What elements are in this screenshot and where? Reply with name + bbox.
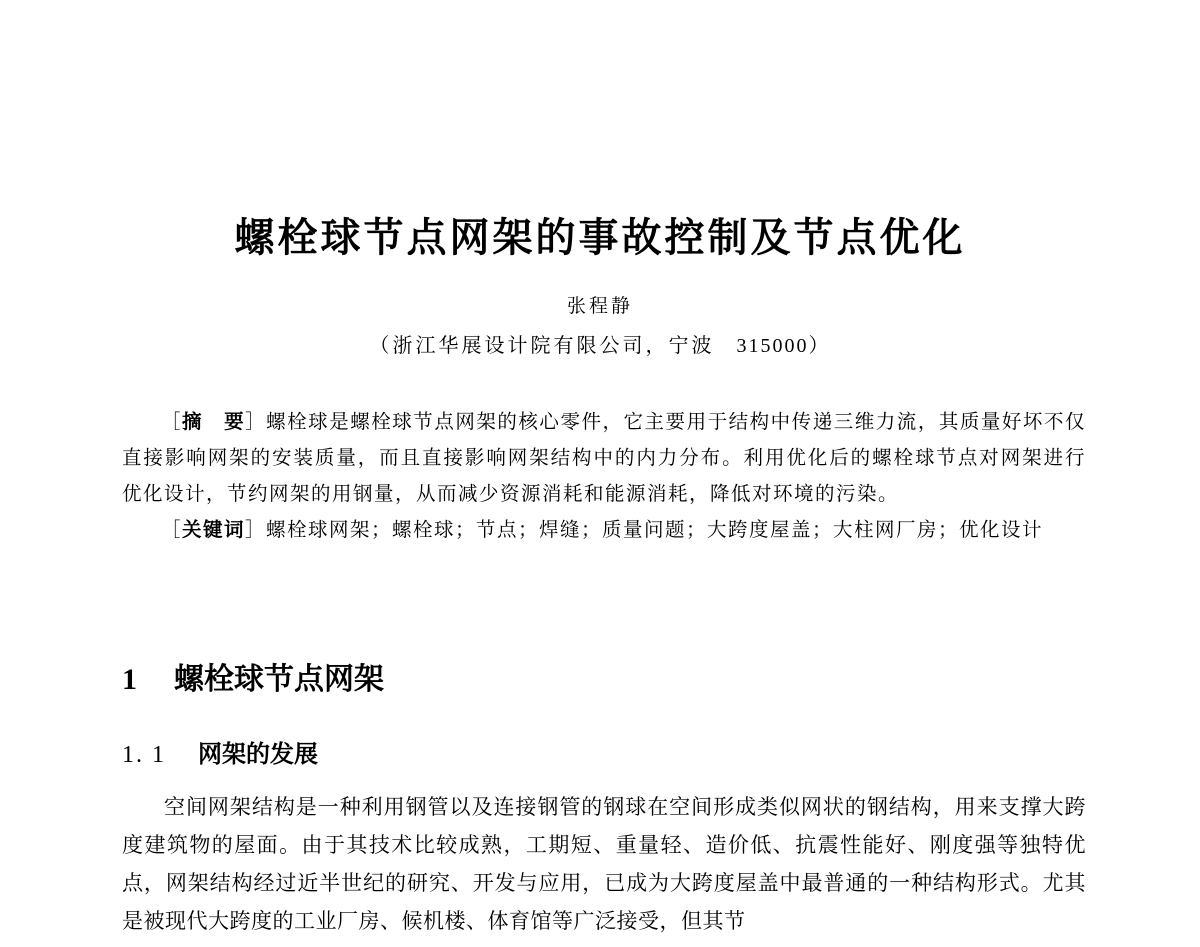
subsection-number: 1. 1 [122, 742, 166, 768]
subsection-title: 网架的发展 [198, 739, 318, 768]
keywords-label: 关键词 [182, 518, 246, 541]
keywords-label-open: ［ [161, 518, 183, 541]
section-title: 螺栓球节点网架 [174, 662, 384, 697]
body-paragraph: 空间网架结构是一种利用钢管以及连接钢管的钢球在空间形成类似网状的钢结构，用来支撑大跨度建筑物的屋面。由于其技术比较成熟，工期短、重量轻、造价低、抗震性能好、刚度强等独特优点，网架结构经过近半世纪的研究、开发与应用，已成为大跨度屋盖中最普通的一种结构形式。尤其是被现代大跨度的工业厂房、候机楼、体育馆等广泛接受，但其节 [122, 795, 1086, 933]
abstract-paragraph [122, 404, 1086, 512]
section-number: 1 [122, 663, 137, 696]
abstract-text: 螺栓球是螺栓球节点网架的核心零件，它主要用于结构中传递三维力流，其质量好坏不仅直接影响网架的安装质量，而且直接影响网架结构中的内力分布。利用优化后的螺栓球节点对网架进行优化设计，节约网架的用钢量，从而减少资源消耗和能源消耗，降低对环境的污染。 [122, 410, 1086, 505]
abstract-block [122, 404, 1086, 548]
subsection-heading [122, 734, 318, 775]
section-heading [122, 658, 384, 702]
abstract-label: 摘 要 [182, 410, 246, 433]
keywords-label-close: ］ [245, 518, 267, 541]
author-affiliation [0, 330, 1200, 361]
author-name: 张程静 [566, 295, 633, 317]
keywords-text: 螺栓球网架；螺栓球；节点；焊缝；质量问题；大跨度屋盖；大柱网厂房；优化设计 [266, 518, 1044, 541]
keywords-paragraph [122, 512, 1086, 548]
abstract-label-close: ］ [245, 410, 267, 433]
affiliation-text: （浙江华展设计院有限公司，宁波 [369, 333, 715, 357]
affiliation-postcode: 315000） [736, 335, 831, 357]
abstract-label-open: ［ [161, 410, 183, 433]
body-text [122, 788, 1086, 940]
paper-title: 螺栓球节点网架的事故控制及节点优化 [234, 214, 966, 261]
